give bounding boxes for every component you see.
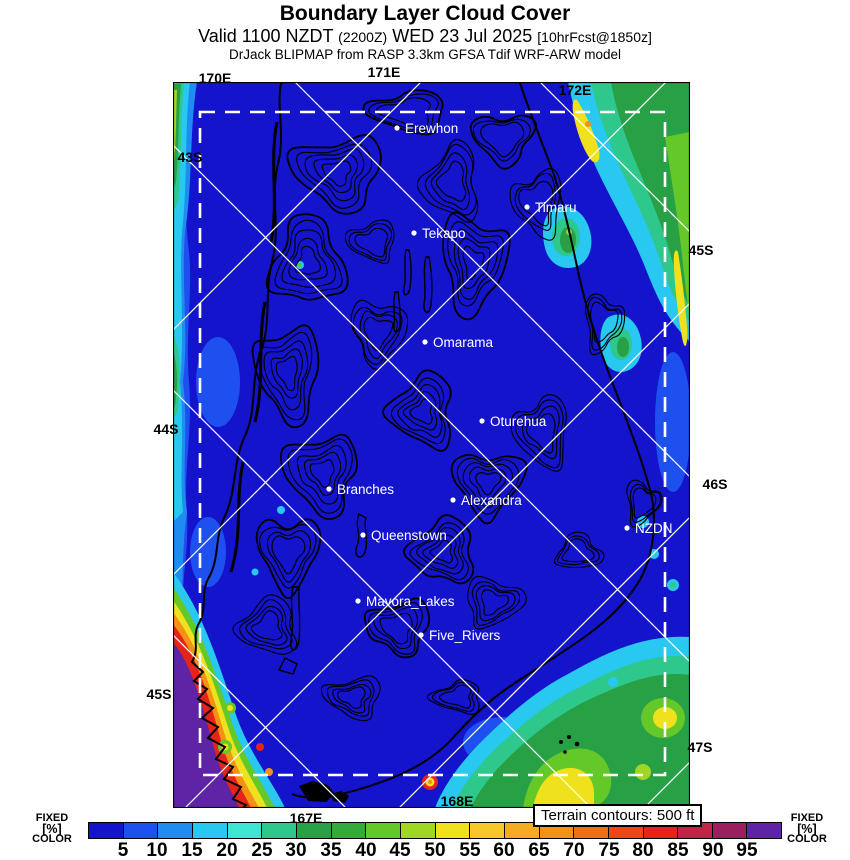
colorbar-tick: 55 <box>459 840 481 860</box>
place-label: Omarama <box>433 335 494 350</box>
colorbar-segment <box>158 823 193 838</box>
place-label: Tekapo <box>422 226 466 241</box>
cloud-cover-map <box>173 82 690 808</box>
valid-time-zulu: (2200Z) <box>338 29 388 45</box>
lon-label-167e: 167E <box>289 810 323 826</box>
colorbar-segment <box>193 823 228 838</box>
lat-label-45s-left: 45S <box>146 686 172 702</box>
colorbar-tick: 20 <box>216 840 238 860</box>
color-label: COLOR <box>32 833 72 845</box>
colorbar-segment <box>124 823 159 838</box>
fixed-label: FIXED <box>35 812 69 824</box>
place-label: Five_Rivers <box>429 628 501 643</box>
model-description: DrJack BLIPMAP from RASP 3.3km GFSA Tdif WRF-ARW model <box>228 47 622 62</box>
colorbar-tick: 60 <box>493 840 515 860</box>
place-label: NZDN <box>635 521 673 536</box>
lat-label-47s: 47S <box>687 739 713 755</box>
colorbar-tick: 50 <box>424 840 446 860</box>
header <box>0 2 850 63</box>
colorbar-segment <box>713 823 748 838</box>
colorbar-tick: 15 <box>181 840 203 860</box>
colorbar-tick: 95 <box>736 840 758 860</box>
valid-time-line <box>0 26 850 47</box>
colorbar-unit-label-right <box>787 813 827 845</box>
place-label: Timaru <box>535 200 577 215</box>
colorbar-tick: 85 <box>667 840 689 860</box>
colorbar-tick: 10 <box>146 840 168 860</box>
lat-label-44s: 44S <box>153 421 179 437</box>
page-title: Boundary Layer Cloud Cover <box>279 2 571 25</box>
colorbar-tick: 70 <box>563 840 585 860</box>
colorbar-tick: 35 <box>320 840 342 860</box>
colorbar-tick: 90 <box>702 840 724 860</box>
colorbar-tick: 30 <box>285 840 307 860</box>
colorbar-segment <box>470 823 505 838</box>
colorbar-tick: 40 <box>355 840 377 860</box>
lon-label-168e: 168E <box>440 793 474 809</box>
valid-date: WED 23 Jul 2025 <box>392 26 533 46</box>
fixed-label: FIXED <box>790 812 824 824</box>
lat-label-45s-right: 45S <box>688 242 714 258</box>
map-panel <box>173 82 690 808</box>
place-label: Branches <box>337 482 395 497</box>
forecast-offset: [10hrFcst@1850z] <box>537 29 652 45</box>
lon-label-171e: 171E <box>367 64 401 80</box>
colorbar-segment <box>89 823 124 838</box>
place-label: Mavora_Lakes <box>366 594 455 609</box>
place-label: Oturehua <box>490 414 547 429</box>
terrain-contours-note: Terrain contours: 500 ft <box>533 804 702 827</box>
colorbar-tick: 80 <box>632 840 654 860</box>
colorbar-tick: 45 <box>389 840 411 860</box>
colorbar-segment <box>332 823 367 838</box>
colorbar-segment <box>401 823 436 838</box>
colorbar-unit-label-left <box>32 813 72 845</box>
colorbar-segment <box>228 823 263 838</box>
colorbar-tick: 65 <box>528 840 550 860</box>
colorbar-segment <box>436 823 471 838</box>
colorbar-segment <box>366 823 401 838</box>
colorbar-tick: 5 <box>117 840 129 860</box>
lat-label-43s: 43S <box>177 149 203 165</box>
color-label: COLOR <box>787 833 827 845</box>
place-label: Erewhon <box>405 121 459 136</box>
lon-label-170e: 170E <box>198 70 232 86</box>
place-label: Queenstown <box>371 528 447 543</box>
percent-label: [%] <box>42 821 62 836</box>
place-label: Alexandra <box>461 493 522 508</box>
colorbar-tick: 75 <box>598 840 620 860</box>
percent-label: [%] <box>797 821 817 836</box>
colorbar-segment <box>747 823 781 838</box>
lat-label-46s: 46S <box>702 476 728 492</box>
colorbar-tick: 25 <box>251 840 273 860</box>
valid-time: Valid 1100 NZDT <box>198 26 334 46</box>
lon-label-172e: 172E <box>558 82 592 98</box>
